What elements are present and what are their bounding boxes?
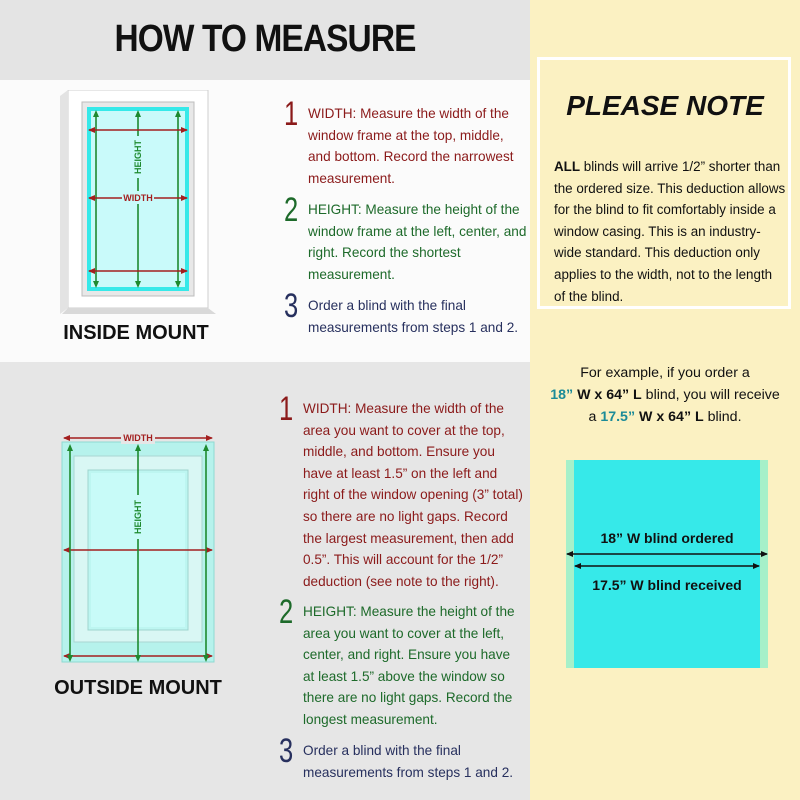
example-mid: blind, you will receive bbox=[641, 387, 780, 403]
inside-height-label: HEIGHT bbox=[133, 139, 143, 175]
inside-step-2 bbox=[284, 191, 527, 282]
example-line-1: For example, if you order a bbox=[580, 365, 750, 381]
example-prefix: a bbox=[588, 409, 601, 425]
inside-mount-label: INSIDE MOUNT bbox=[63, 322, 209, 344]
outside-step-2 bbox=[279, 593, 519, 727]
blind-comparison-diagram bbox=[564, 458, 770, 670]
step-number: 2 bbox=[279, 593, 294, 631]
ordered-dims: W x 64” L bbox=[577, 387, 642, 403]
step-text: Order a blind with the final measurements from steps 1 and 2. bbox=[303, 743, 514, 780]
outside-step-1 bbox=[279, 390, 523, 589]
outside-height-label: HEIGHT bbox=[133, 499, 143, 535]
received-dims: W x 64” L bbox=[639, 409, 704, 425]
received-size: 17.5” bbox=[600, 409, 636, 425]
step-text: WIDTH: Measure the width of the window frame at the top, middle, and bottom. Record the narrowest measurement. bbox=[308, 106, 514, 186]
note-text: blinds will arrive 1/2” shorter than the ordered size. This deduction allows for the blind to fit comfortably inside a window casing. This is an industry-wide standard. This deduction only applies to the width, not to the length of the blind. bbox=[554, 159, 786, 304]
example-line-2 bbox=[532, 384, 798, 406]
note-body bbox=[554, 156, 786, 307]
inside-step-3 bbox=[284, 287, 524, 339]
outside-width-label: WIDTH bbox=[123, 433, 153, 443]
step-text: HEIGHT: Measure the height of the area you want to cover at the left, center, and right. Ensure you have at least 1.5” above the window so there are no light gaps. Record the longest measurement. bbox=[303, 604, 515, 727]
example-line-3 bbox=[532, 406, 798, 428]
step-number: 1 bbox=[284, 95, 299, 133]
page-title: HOW TO MEASURE bbox=[114, 18, 416, 60]
ordered-blind-label: 18” W blind ordered bbox=[600, 530, 734, 546]
ordered-size: 18” bbox=[550, 387, 574, 403]
example-text bbox=[532, 362, 798, 428]
step-text: Order a blind with the final measurements from steps 1 and 2. bbox=[308, 298, 519, 335]
step-text: HEIGHT: Measure the height of the window frame at the left, center, and right. Record the shortest measurement. bbox=[308, 202, 527, 282]
step-number: 3 bbox=[284, 287, 299, 325]
example-suffix: blind. bbox=[703, 409, 742, 425]
inside-width-label: WIDTH bbox=[123, 193, 153, 203]
outside-mount-label: OUTSIDE MOUNT bbox=[54, 677, 222, 699]
step-text: WIDTH: Measure the width of the area you want to cover at the top, middle, and bottom. Ensure you have at least 1.5” on the left and right of the window opening (3” total) so there are no light gaps. Record the largest measurement, then add 0.5”. This will account for the 1/2” deduction (see note to the right). bbox=[303, 401, 523, 589]
step-number: 2 bbox=[284, 191, 299, 229]
step-number: 1 bbox=[279, 390, 294, 428]
outside-mount-diagram bbox=[58, 430, 218, 666]
inside-step-1 bbox=[284, 95, 524, 186]
step-number: 3 bbox=[279, 732, 294, 770]
outside-step-3 bbox=[279, 732, 519, 784]
received-blind-shape bbox=[574, 460, 760, 668]
note-lead: ALL bbox=[554, 159, 581, 174]
received-blind-label: 17.5” W blind received bbox=[592, 577, 742, 593]
note-title: PLEASE NOTE bbox=[566, 90, 764, 121]
inside-mount-diagram bbox=[60, 90, 220, 316]
